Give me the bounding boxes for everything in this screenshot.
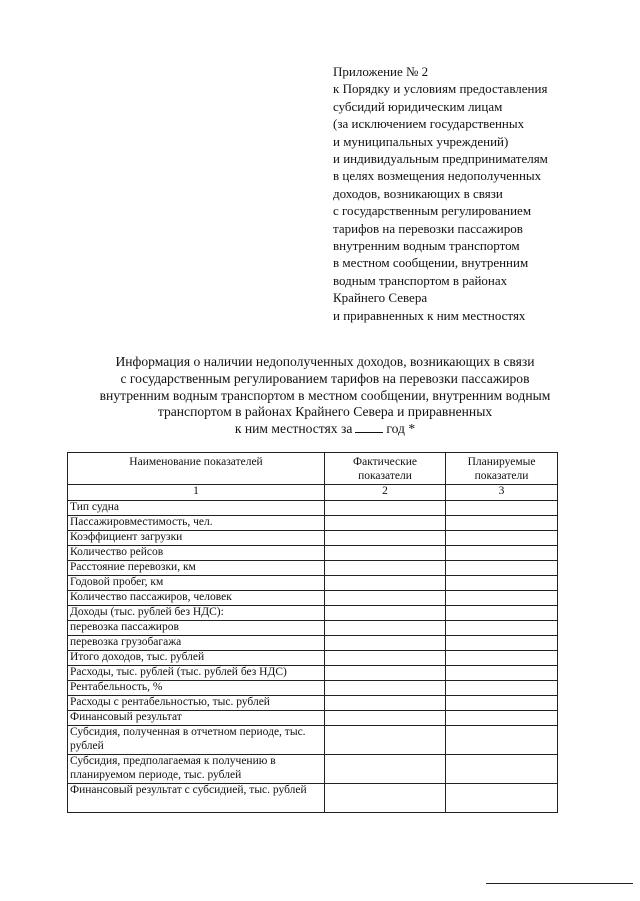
table-row bbox=[68, 666, 558, 681]
appendix-line: и индивидуальным предпринимателям bbox=[333, 151, 548, 167]
planned-value-cell[interactable] bbox=[446, 561, 558, 576]
table-row bbox=[68, 681, 558, 696]
year-blank-field[interactable] bbox=[355, 421, 383, 433]
planned-value-cell[interactable] bbox=[446, 591, 558, 606]
table-row bbox=[68, 711, 558, 726]
indicator-name-cell: Итого доходов, тыс. рублей bbox=[68, 651, 325, 666]
actual-value-cell[interactable] bbox=[325, 531, 446, 546]
appendix-line: Приложение № 2 bbox=[333, 64, 429, 79]
indicator-name-cell: Расходы с рентабельностью, тыс. рублей bbox=[68, 696, 325, 711]
appendix-line: и муниципальных учреждений) bbox=[333, 133, 509, 149]
planned-value-cell[interactable] bbox=[446, 681, 558, 696]
actual-value-cell[interactable] bbox=[325, 621, 446, 636]
planned-value-cell[interactable] bbox=[446, 711, 558, 726]
appendix-line: к Порядку и условиям предоставления bbox=[333, 81, 548, 97]
actual-value-cell[interactable] bbox=[325, 516, 446, 531]
actual-value-cell[interactable] bbox=[325, 666, 446, 681]
indicator-name-cell: Субсидия, полученная в отчетном периоде, тыс. рублей bbox=[68, 726, 325, 755]
table-row bbox=[68, 784, 558, 813]
column-number: 3 bbox=[446, 485, 558, 501]
table-row bbox=[68, 636, 558, 651]
actual-value-cell[interactable] bbox=[325, 546, 446, 561]
heading-year-suffix: год * bbox=[386, 421, 416, 437]
planned-value-cell[interactable] bbox=[446, 621, 558, 636]
appendix-line: в местном сообщении, внутренним bbox=[333, 255, 529, 271]
indicator-name-cell: Расходы, тыс. рублей (тыс. рублей без НДС) bbox=[68, 666, 325, 681]
heading-line: внутренним водным транспортом в местном сообщении, внутренним водным bbox=[99, 387, 551, 403]
planned-value-cell[interactable] bbox=[446, 755, 558, 784]
planned-value-cell[interactable] bbox=[446, 726, 558, 755]
heading-year-prefix: к ним местностях за bbox=[234, 421, 353, 437]
table-row bbox=[68, 606, 558, 621]
actual-value-cell[interactable] bbox=[325, 711, 446, 726]
appendix-line: доходов, возникающих в связи bbox=[333, 185, 503, 201]
actual-value-cell[interactable] bbox=[325, 591, 446, 606]
document-heading bbox=[40, 354, 610, 438]
column-number: 1 bbox=[68, 485, 325, 501]
indicator-name-cell: Коэффициент загрузки bbox=[68, 531, 325, 546]
table-row bbox=[68, 651, 558, 666]
actual-value-cell[interactable] bbox=[325, 606, 446, 621]
planned-value-cell[interactable] bbox=[446, 696, 558, 711]
indicator-name-cell: Финансовый результат с субсидией, тыс. рублей bbox=[68, 784, 325, 813]
planned-value-cell[interactable] bbox=[446, 606, 558, 621]
appendix-line: и приравненных к ним местностях bbox=[333, 307, 526, 323]
heading-line: транспортом в районах Крайнего Севера и приравненных bbox=[157, 404, 493, 420]
planned-value-cell[interactable] bbox=[446, 501, 558, 516]
heading-line: с государственным регулированием тарифов на перевозки пассажиров bbox=[120, 370, 530, 386]
actual-value-cell[interactable] bbox=[325, 636, 446, 651]
actual-value-cell[interactable] bbox=[325, 576, 446, 591]
planned-value-cell[interactable] bbox=[446, 651, 558, 666]
indicator-name-cell: Финансовый результат bbox=[68, 711, 325, 726]
indicator-name-cell: перевозка грузобагажа bbox=[68, 636, 325, 651]
table-row bbox=[68, 576, 558, 591]
actual-value-cell[interactable] bbox=[325, 726, 446, 755]
column-number: 2 bbox=[325, 485, 446, 501]
indicator-name-cell: Доходы (тыс. рублей без НДС): bbox=[68, 606, 325, 621]
appendix-line: водным транспортом в районах bbox=[333, 272, 508, 288]
planned-value-cell[interactable] bbox=[446, 576, 558, 591]
indicator-name-cell: перевозка пассажиров bbox=[68, 621, 325, 636]
indicator-name-cell: Количество рейсов bbox=[68, 546, 325, 561]
actual-value-cell[interactable] bbox=[325, 651, 446, 666]
planned-value-cell[interactable] bbox=[446, 784, 558, 813]
indicator-name-cell: Пассажировместимость, чел. bbox=[68, 516, 325, 531]
table-row bbox=[68, 531, 558, 546]
appendix-line: в целях возмещения недополученных bbox=[333, 168, 542, 184]
planned-value-cell[interactable] bbox=[446, 516, 558, 531]
appendix-line: Крайнего Севера bbox=[333, 290, 428, 306]
table-row bbox=[68, 501, 558, 516]
actual-value-cell[interactable] bbox=[325, 784, 446, 813]
actual-value-cell[interactable] bbox=[325, 755, 446, 784]
indicator-name-cell: Расстояние перевозки, км bbox=[68, 561, 325, 576]
table-row bbox=[68, 561, 558, 576]
heading-line: Информация о наличии недополученных доходов, возникающих в связи bbox=[115, 354, 535, 369]
planned-value-cell[interactable] bbox=[446, 531, 558, 546]
planned-value-cell[interactable] bbox=[446, 546, 558, 561]
indicator-name-cell: Годовой пробег, км bbox=[68, 576, 325, 591]
header-actual: Фактические показатели bbox=[325, 453, 446, 485]
table-row bbox=[68, 546, 558, 561]
indicators-table bbox=[67, 452, 558, 813]
header-indicator-name: Наименование показателей bbox=[68, 453, 325, 485]
footnote-divider bbox=[486, 883, 633, 884]
appendix-line: (за исключением государственных bbox=[333, 116, 525, 132]
appendix-line: субсидий юридическим лицам bbox=[333, 98, 503, 114]
table-row bbox=[68, 621, 558, 636]
actual-value-cell[interactable] bbox=[325, 681, 446, 696]
header-planned: Планируемые показатели bbox=[446, 453, 558, 485]
heading-line-year bbox=[40, 421, 610, 438]
actual-value-cell[interactable] bbox=[325, 501, 446, 516]
table-row bbox=[68, 696, 558, 711]
indicator-name-cell: Субсидия, предполагаемая к получению в планируемом периоде, тыс. рублей bbox=[68, 755, 325, 784]
appendix-line: с государственным регулированием bbox=[333, 203, 532, 219]
planned-value-cell[interactable] bbox=[446, 666, 558, 681]
table-row bbox=[68, 516, 558, 531]
appendix-block bbox=[333, 63, 633, 324]
table-row bbox=[68, 726, 558, 755]
table-row bbox=[68, 755, 558, 784]
appendix-line: тарифов на перевозки пассажиров bbox=[333, 220, 523, 236]
indicator-name-cell: Рентабельность, % bbox=[68, 681, 325, 696]
table-row bbox=[68, 591, 558, 606]
actual-value-cell[interactable] bbox=[325, 696, 446, 711]
indicator-name-cell: Тип судна bbox=[68, 501, 325, 516]
appendix-line: внутренним водным транспортом bbox=[333, 238, 520, 254]
planned-value-cell[interactable] bbox=[446, 636, 558, 651]
actual-value-cell[interactable] bbox=[325, 561, 446, 576]
indicator-name-cell: Количество пассажиров, человек bbox=[68, 591, 325, 606]
